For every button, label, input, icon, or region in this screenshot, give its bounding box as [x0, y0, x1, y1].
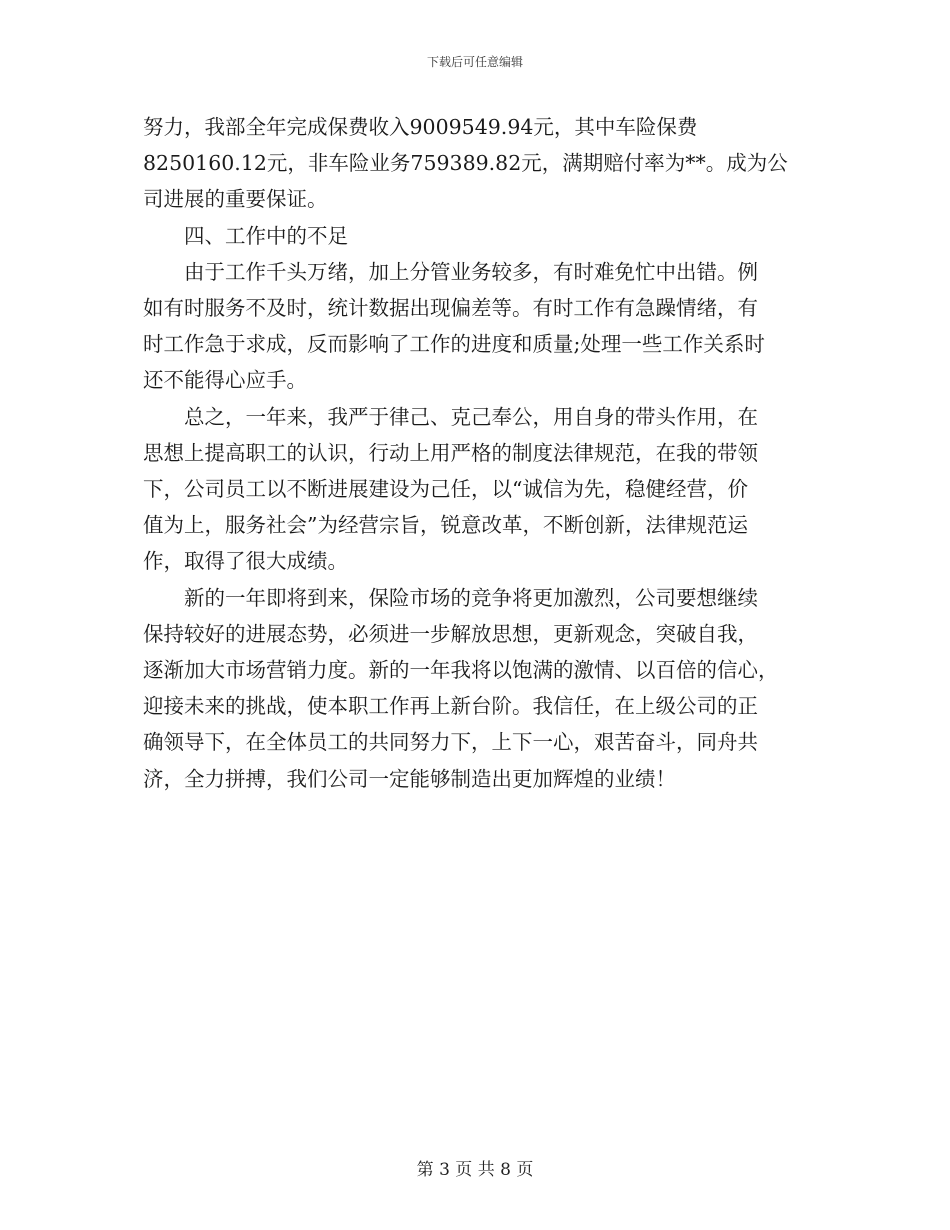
text-line: 值为上，服务社会”为经营宗旨，锐意改革，不断创新，法律规范运: [143, 513, 748, 538]
text-line: 确领导下，在全体员工的共同努力下，上下一心，艰苦奋斗，同舟共: [143, 730, 758, 755]
page-number: 第 3 页 共 8 页: [416, 1160, 534, 1180]
text-line: 如有时服务不及时，统计数据出现偏差等。有时工作有急躁情绪，有: [143, 296, 758, 321]
text-line: 8250160.12元，非车险业务759389.82元，满期赔付率为**。成为公: [143, 151, 788, 176]
text-line: 司进展的重要保证。: [143, 187, 328, 212]
page-header: 下载后可任意编辑: [426, 55, 523, 69]
text-line: 总之，一年来，我严于律己、克己奉公，用自身的带头作用，在: [184, 404, 758, 429]
section-heading: 四、工作中的不足: [184, 223, 348, 248]
text-line: 逐渐加大市场营销力度。新的一年我将以饱满的激情、以百倍的信心，: [143, 658, 779, 683]
text-line: 还不能得心应手。: [143, 368, 307, 393]
text-line: 时工作急于求成，反而影响了工作的进度和质量;处理一些工作关系时: [143, 332, 765, 357]
text-line: 济，全力拼搏，我们公司一定能够制造出更加辉煌的业绩！: [143, 766, 676, 791]
text-line: 保持较好的进展态势，必须进一步解放思想，更新观念，突破自我，: [143, 621, 758, 646]
text-line: 迎接未来的挑战，使本职工作再上新台阶。我信任，在上级公司的正: [143, 694, 758, 719]
text-line: 新的一年即将到来，保险市场的竞争将更加激烈，公司要想继续: [184, 585, 758, 610]
text-line: 努力，我部全年完成保费收入9009549.94元，其中车险保费: [143, 115, 698, 139]
text-line: 下，公司员工以不断进展建设为己任，以“诚信为先，稳健经营，价: [143, 477, 748, 502]
document-body: [143, 109, 803, 797]
text-line: 由于工作千头万绪，加上分管业务较多，有时难免忙中出错。例: [184, 259, 758, 284]
text-line: 思想上提高职工的认识，行动上用严格的制度法律规范，在我的带领: [143, 440, 758, 465]
text-line: 作，取得了很大成绩。: [143, 549, 348, 574]
